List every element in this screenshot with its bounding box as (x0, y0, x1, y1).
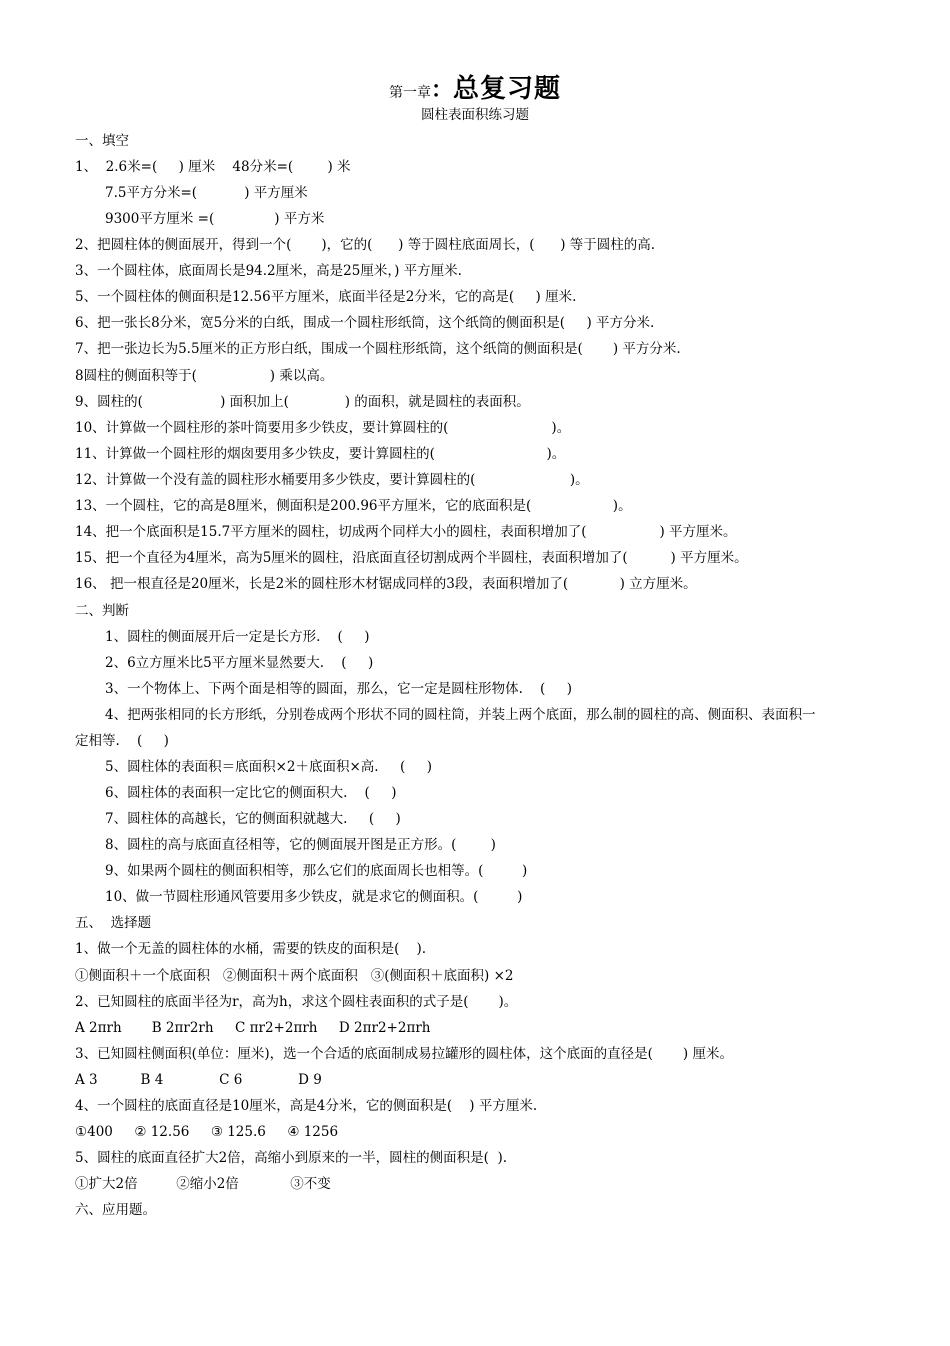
question-7: 7、把一张边长为5.5厘米的正方形白纸，围成一个圆柱形纸筒，这个纸筒的侧面积是( ) 平方分米. (75, 341, 681, 357)
question-11: 11、计算做一个圆柱形的烟囱要用多少铁皮，要计算圆柱的( )。 (75, 446, 566, 462)
question-1a: 1、 2.6米=( ) 厘米 48分米=( ) 米 (75, 159, 351, 175)
judge-9: 9、如果两个圆柱的侧面积相等，那么它们的底面周长也相等。( ) (105, 863, 528, 879)
judge-3: 3、一个物体上、下两个面是相等的圆面，那么，它一定是圆柱形物体. ( ) (105, 681, 573, 697)
choice-1-options: ①侧面积＋一个底面积 ②侧面积＋两个底面积 ③(侧面积＋底面积) ×2 (75, 968, 514, 984)
question-16: 16、 把一根直径是20厘米，长是2米的圆柱形木材锯成同样的3段，表面积增加了( ) 立方厘米。 (75, 576, 697, 592)
question-2: 2、把圆柱体的侧面展开，得到一个( )，它的( ) 等于圆柱底面周长，( ) 等于圆柱的高. (75, 237, 656, 253)
subtitle: 圆柱表面积练习题 (421, 107, 529, 123)
main-title: 总复习题 (453, 74, 562, 104)
judge-10: 10、做一节圆柱形通风管要用多少铁皮，就是求它的侧面积。( ) (105, 889, 523, 905)
question-12: 12、计算做一个没有盖的圆柱形水桶要用多少铁皮，要计算圆柱的( )。 (75, 472, 589, 488)
section-choice-heading: 五、 选择题 (75, 915, 152, 931)
choice-2-options: A 2πrh B 2πr2rh C πr2+2πrh D 2πr2+2πrh (75, 1020, 431, 1036)
judge-5: 5、圆柱体的表面积＝底面积×2＋底面积×高. ( ) (105, 759, 433, 775)
question-14: 14、把一个底面积是15.7平方厘米的圆柱，切成两个同样大小的圆柱，表面积增加了( ) 平方厘米。 (75, 524, 737, 540)
section-fill-heading: 一、填空 (75, 133, 129, 149)
choice-3-options: A 3 B 4 C 6 D 9 (75, 1072, 322, 1088)
choice-1: 1、做一个无盖的圆柱体的水桶，需要的铁皮的面积是( ). (75, 941, 427, 957)
judge-4a: 4、把两张相同的长方形纸，分别卷成两个形状不同的圆柱筒，并装上两个底面，那么制的圆柱的高、侧面积、表面积一 (105, 707, 816, 723)
question-3: 3、一个圆柱体，底面周长是94.2厘米，高是25厘米，) 平方厘米. (75, 263, 462, 279)
question-10: 10、计算做一个圆柱形的茶叶筒要用多少铁皮，要计算圆柱的( )。 (75, 420, 571, 436)
choice-2: 2、已知圆柱的底面半径为r，高为h，求这个圆柱表面积的式子是( )。 (75, 994, 518, 1010)
question-13: 13、一个圆柱，它的高是8厘米，侧面积是200.96平方厘米，它的底面积是( )。 (75, 498, 632, 514)
judge-8: 8、圆柱的高与底面直径相等，它的侧面展开图是正方形。( ) (105, 837, 496, 853)
judge-6: 6、圆柱体的表面积一定比它的侧面积大. ( ) (105, 785, 397, 801)
section-application-heading: 六、应用题。 (75, 1202, 156, 1218)
choice-5: 5、圆柱的底面直径扩大2倍，高缩小到原来的一半，圆柱的侧面积是( ). (75, 1150, 508, 1166)
question-6: 6、把一张长8分米，宽5分米的白纸，围成一个圆柱形纸筒，这个纸筒的侧面积是( ) 平方分米. (75, 315, 655, 331)
section-judge-heading: 二、判断 (75, 603, 129, 619)
choice-3: 3、已知圆柱侧面积(单位：厘米)，选一个合适的底面制成易拉罐形的圆柱体，这个底面的直径是( ) 厘米。 (75, 1046, 733, 1062)
question-5: 5、一个圆柱体的侧面积是12.56平方厘米，底面半径是2分米，它的高是( ) 厘米. (75, 289, 577, 305)
judge-2: 2、6立方厘米比5平方厘米显然要大. ( ) (105, 655, 374, 671)
judge-1: 1、圆柱的侧面展开后一定是长方形. ( ) (105, 629, 370, 645)
judge-7: 7、圆柱体的高越长，它的侧面积就越大. ( ) (105, 811, 401, 827)
question-15: 15、把一个直径为4厘米，高为5厘米的圆柱，沿底面直径切割成两个半圆柱，表面积增加了( ) 平方厘米。 (75, 550, 748, 566)
question-9: 9、圆柱的( ) 面积加上( ) 的面积，就是圆柱的表面积。 (75, 394, 530, 410)
question-1b: 7.5平方分米=( ) 平方厘米 (105, 185, 308, 201)
choice-4-options: ①400 ② 12.56 ③ 125.6 ④ 1256 (75, 1124, 339, 1140)
question-8: 8圆柱的侧面积等于( ) 乘以高。 (75, 368, 334, 384)
judge-4b: 定相等. ( ) (75, 733, 169, 749)
choice-5-options: ①扩大2倍 ②缩小2倍 ③不变 (75, 1176, 331, 1192)
chapter-label: 第一章 (388, 85, 431, 101)
title-colon: ： (430, 77, 453, 103)
page-title (0, 68, 950, 105)
question-1c: 9300平方厘米 =( ) 平方米 (105, 211, 325, 227)
choice-4: 4、一个圆柱的底面直径是10厘米，高是4分米，它的侧面积是( ) 平方厘米. (75, 1098, 538, 1114)
